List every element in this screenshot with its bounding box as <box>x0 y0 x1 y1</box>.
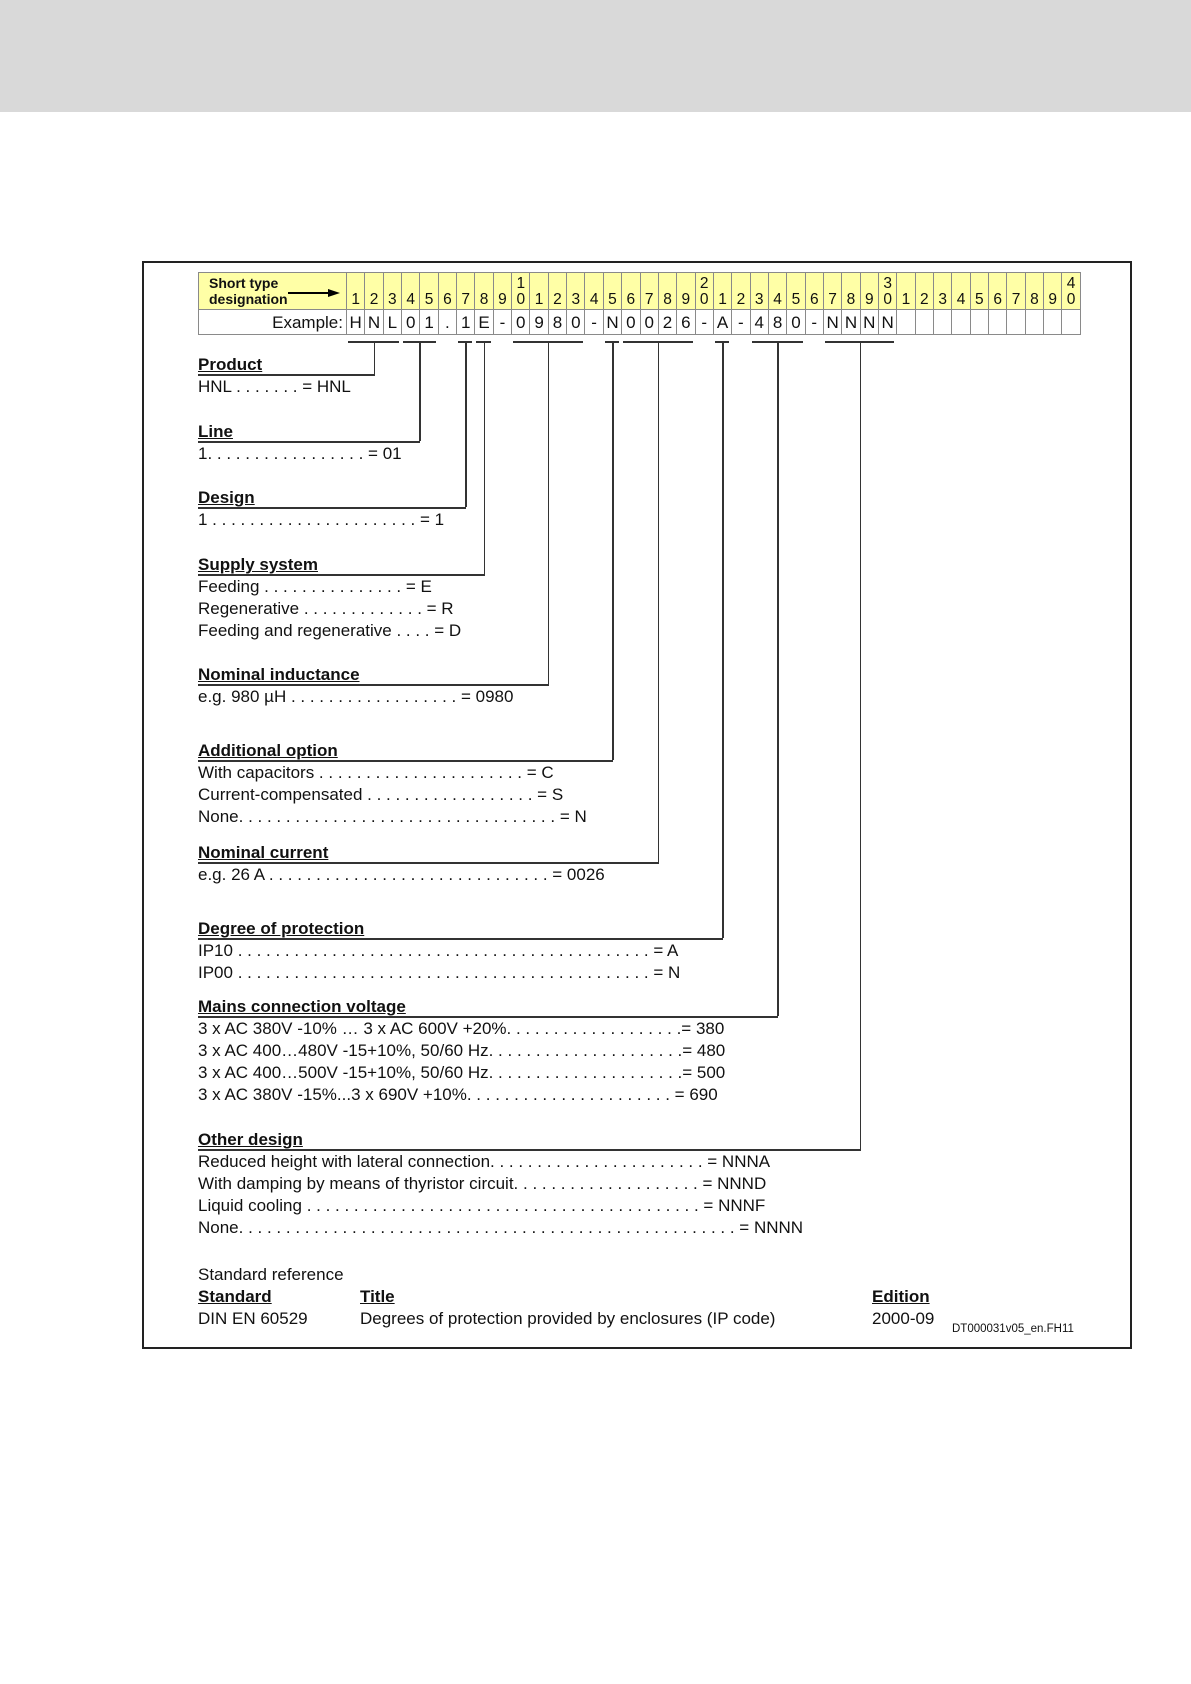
position-tens <box>842 276 859 292</box>
example-char-cell: 1 <box>457 310 475 335</box>
position-tens <box>659 276 676 292</box>
position-tens <box>494 276 511 292</box>
position-cell <box>658 273 676 310</box>
connector-segment <box>722 341 724 938</box>
connector-segment <box>548 341 550 684</box>
position-cell <box>878 273 896 310</box>
section-title: Additional option <box>198 741 338 760</box>
position-units: 2 <box>553 291 562 308</box>
label-line-1: Short type <box>209 275 279 291</box>
position-tens <box>585 276 602 292</box>
position-cell <box>952 273 970 310</box>
position-cell <box>548 273 566 310</box>
example-char-cell <box>989 310 1007 335</box>
position-cell <box>1062 273 1080 310</box>
example-char-cell: N <box>878 310 896 335</box>
section-value-line: Reduced height with lateral connection. . . . . . . . . . . . . . . . . . . . . . . = NNNA <box>198 1152 771 1171</box>
position-tens <box>1044 276 1061 292</box>
section-title: Other design <box>198 1130 303 1149</box>
position-cell <box>934 273 952 310</box>
position-units: 6 <box>993 291 1003 308</box>
position-tens <box>622 276 639 292</box>
example-char-cell <box>934 310 952 335</box>
position-cell <box>493 273 511 310</box>
position-tens <box>916 276 933 292</box>
position-units: 8 <box>663 291 672 308</box>
position-tens: 4 <box>1066 275 1076 292</box>
position-cell <box>768 273 786 310</box>
position-tens <box>641 276 658 292</box>
connector-segment <box>374 341 376 374</box>
position-tens <box>934 276 951 292</box>
position-units: 1 <box>901 291 911 308</box>
connector-segment <box>484 341 486 574</box>
section-value-line: IP10 . . . . . . . . . . . . . . . . . . . . . . . . . . . . . . . . . . . . . . . . . . . . = A <box>198 941 679 960</box>
position-units: 7 <box>1011 291 1021 308</box>
example-char-cell: N <box>842 310 860 335</box>
section-value-line: Feeding . . . . . . . . . . . . . . . = E <box>198 577 432 596</box>
standard-value: DIN EN 60529 <box>198 1309 308 1328</box>
position-tens <box>989 276 1006 292</box>
position-units: 4 <box>406 291 416 308</box>
position-cell <box>860 273 878 310</box>
position-tens <box>384 276 401 292</box>
position-units: 1 <box>534 291 544 308</box>
position-cell <box>713 273 731 310</box>
position-units: 9 <box>1048 291 1058 308</box>
position-cell <box>512 273 530 310</box>
position-tens: 3 <box>883 275 892 292</box>
example-char-cell <box>1062 310 1080 335</box>
position-units: 7 <box>461 291 471 308</box>
position-cell <box>677 273 695 310</box>
example-char-cell <box>915 310 933 335</box>
position-cell <box>383 273 401 310</box>
position-units: 1 <box>351 291 360 308</box>
position-units: 7 <box>828 291 837 308</box>
position-tens <box>897 276 914 292</box>
position-units: 2 <box>369 291 379 308</box>
example-char-cell: 1 <box>420 310 438 335</box>
section-value-line: Liquid cooling . . . . . . . . . . . . . . . . . . . . . . . . . . . . . . . . . . . . . . . . . . = NNNF <box>198 1196 766 1215</box>
title-column-header: Title <box>360 1287 395 1306</box>
example-char-cell <box>1044 310 1062 335</box>
example-char-cell: 8 <box>768 310 786 335</box>
position-tens <box>769 276 786 292</box>
position-tens <box>1026 276 1043 292</box>
example-char-cell: 0 <box>640 310 658 335</box>
position-units: 8 <box>1030 291 1039 308</box>
position-units: 9 <box>681 291 691 308</box>
example-char-cell: 4 <box>750 310 768 335</box>
section-title: Mains connection voltage <box>198 997 406 1016</box>
position-units: 5 <box>975 291 984 308</box>
example-char-cell: 0 <box>402 310 420 335</box>
position-cell <box>585 273 603 310</box>
section-value-line: 3 x AC 380V -10% … 3 x AC 600V +20%. . . . . . . . . . . . . . . . . . .= 380 <box>198 1019 725 1038</box>
example-char-cell: 0 <box>512 310 530 335</box>
position-units: 0 <box>516 291 526 308</box>
example-char-cell: - <box>695 310 713 335</box>
position-cell <box>915 273 933 310</box>
section-title: Line <box>198 422 233 441</box>
position-cell <box>750 273 768 310</box>
position-units: 9 <box>864 291 874 308</box>
position-cell <box>402 273 420 310</box>
section-value-line: None. . . . . . . . . . . . . . . . . . . . . . . . . . . . . . . . . . = N <box>198 807 587 826</box>
section-value-line: 3 x AC 380V -15%...3 x 690V +10%. . . . . . . . . . . . . . . . . . . . . . = 690 <box>198 1085 718 1104</box>
connector-segment <box>658 341 660 862</box>
example-label: Example: <box>199 310 347 335</box>
position-tens <box>420 276 437 292</box>
example-char-cell: 0 <box>567 310 585 335</box>
position-tens <box>365 276 382 292</box>
position-tens <box>567 276 584 292</box>
example-char-cell: 2 <box>658 310 676 335</box>
position-units: 4 <box>589 291 599 308</box>
example-char-cell: N <box>860 310 878 335</box>
position-tens <box>677 276 694 292</box>
section-title: Nominal current <box>198 843 329 862</box>
position-units: 0 <box>883 291 892 308</box>
position-units: 5 <box>424 291 434 308</box>
example-char-cell: H <box>347 310 365 335</box>
example-char-cell: - <box>805 310 823 335</box>
position-units: 8 <box>846 291 856 308</box>
section-title: Design <box>198 488 255 507</box>
position-tens <box>347 276 364 292</box>
example-char-cell <box>1025 310 1043 335</box>
example-char-cell <box>970 310 988 335</box>
example-char-cell: - <box>585 310 603 335</box>
position-units: 5 <box>608 291 617 308</box>
position-tens <box>732 276 749 292</box>
type-code-table <box>198 272 1081 335</box>
position-tens <box>457 276 474 292</box>
position-cell <box>1007 273 1025 310</box>
example-char-cell: 9 <box>530 310 548 335</box>
position-cell <box>622 273 640 310</box>
example-char-cell: 6 <box>677 310 695 335</box>
section-value-line: 3 x AC 400…500V -15+10%, 50/60 Hz. . . . . . . . . . . . . . . . . . . . .= 500 <box>198 1063 726 1082</box>
edition-value: 2000-09 <box>872 1309 935 1328</box>
section-value-line: e.g. 980 µH . . . . . . . . . . . . . . . . . . = 0980 <box>198 687 514 706</box>
label-line-2: designation <box>209 291 288 307</box>
position-tens <box>475 276 492 292</box>
example-char-cell: N <box>823 310 841 335</box>
position-cell <box>823 273 841 310</box>
page-header-band <box>0 0 1191 112</box>
position-cell <box>420 273 438 310</box>
standard-reference-caption: Standard reference <box>198 1265 344 1284</box>
position-units: 4 <box>773 291 782 308</box>
position-units: 2 <box>920 291 929 308</box>
position-cell <box>970 273 988 310</box>
section-value-line: Current-compensated . . . . . . . . . . . . . . . . . . = S <box>198 785 564 804</box>
arrow-right-icon <box>288 289 340 297</box>
edition-column-header: Edition <box>872 1287 930 1306</box>
section-title: Product <box>198 355 263 374</box>
section-title: Degree of protection <box>198 919 365 938</box>
position-units: 6 <box>443 291 452 308</box>
position-tens <box>1007 276 1024 292</box>
connector-segment <box>860 341 862 1149</box>
position-cell <box>897 273 915 310</box>
section-value-line: 3 x AC 400…480V -15+10%, 50/60 Hz. . . . . . . . . . . . . . . . . . . . .= 480 <box>198 1041 726 1060</box>
position-cell <box>347 273 365 310</box>
example-char-cell <box>1007 310 1025 335</box>
section-value-line: With capacitors . . . . . . . . . . . . . . . . . . . . . . = C <box>198 763 554 782</box>
example-char-cell: A <box>713 310 731 335</box>
position-units: 3 <box>571 291 581 308</box>
example-char-cell: N <box>603 310 621 335</box>
position-tens <box>952 276 969 292</box>
position-units: 1 <box>718 291 727 308</box>
position-tens <box>530 276 547 292</box>
position-units: 7 <box>644 291 654 308</box>
position-tens <box>824 276 841 292</box>
example-char-cell <box>897 310 915 335</box>
example-char-cell: 0 <box>622 310 640 335</box>
section-value-line: 1 . . . . . . . . . . . . . . . . . . . . . . = 1 <box>198 510 445 529</box>
position-tens: 1 <box>516 275 526 292</box>
section-value-line: None. . . . . . . . . . . . . . . . . . . . . . . . . . . . . . . . . . . . . . . . . . . . . . . . . . . . . = NNNN <box>198 1218 804 1237</box>
position-cell <box>603 273 621 310</box>
position-tens <box>806 276 823 292</box>
example-char-cell: N <box>365 310 383 335</box>
position-tens <box>787 276 804 292</box>
section-value-line: Regenerative . . . . . . . . . . . . . = R <box>198 599 454 618</box>
position-tens <box>439 276 456 292</box>
position-units: 8 <box>479 291 489 308</box>
position-cell <box>805 273 823 310</box>
position-cell <box>438 273 456 310</box>
section-value-line: Feeding and regenerative . . . . = D <box>198 621 462 640</box>
position-units: 2 <box>736 291 746 308</box>
example-char-cell: L <box>383 310 401 335</box>
position-cell <box>695 273 713 310</box>
position-cell <box>842 273 860 310</box>
position-cell <box>787 273 805 310</box>
position-units: 0 <box>699 291 709 308</box>
position-cell <box>640 273 658 310</box>
example-char-cell: 8 <box>548 310 566 335</box>
section-value-line: With damping by means of thyristor circuit. . . . . . . . . . . . . . . . . . . . = NNND <box>198 1174 767 1193</box>
connector-segment <box>612 341 614 760</box>
position-cell <box>989 273 1007 310</box>
position-cell <box>475 273 493 310</box>
position-tens <box>751 276 768 292</box>
title-value: Degrees of protection provided by enclosures (IP code) <box>360 1309 776 1328</box>
position-units: 9 <box>498 291 507 308</box>
section-title: Supply system <box>198 555 318 574</box>
drawing-id: DT000031v05_en.FH11 <box>952 1323 1074 1335</box>
position-tens <box>402 276 419 292</box>
section-value-line: HNL . . . . . . . = HNL <box>198 377 351 396</box>
position-cell <box>732 273 750 310</box>
connector-segment <box>419 341 421 441</box>
example-char-cell: E <box>475 310 493 335</box>
section-value-line: IP00 . . . . . . . . . . . . . . . . . . . . . . . . . . . . . . . . . . . . . . . . . . . . = N <box>198 963 681 982</box>
position-tens <box>861 276 878 292</box>
position-units: 0 <box>1066 291 1076 308</box>
position-units: 5 <box>791 291 801 308</box>
section-value-line: 1. . . . . . . . . . . . . . . . . = 01 <box>198 444 402 463</box>
connector-segment <box>777 341 779 1016</box>
example-char-cell: 0 <box>787 310 805 335</box>
section-value-line: e.g. 26 A . . . . . . . . . . . . . . . . . . . . . . . . . . . . . . = 0026 <box>198 865 605 884</box>
position-units: 3 <box>938 291 947 308</box>
position-units: 6 <box>809 291 819 308</box>
short-type-designation-label <box>199 273 347 310</box>
example-char-cell: - <box>493 310 511 335</box>
standard-column-header: Standard <box>198 1287 272 1306</box>
position-tens <box>604 276 621 292</box>
example-char-cell <box>952 310 970 335</box>
position-cell <box>567 273 585 310</box>
section-title: Nominal inductance <box>198 665 360 684</box>
position-cell <box>365 273 383 310</box>
position-tens <box>971 276 988 292</box>
position-units: 3 <box>754 291 764 308</box>
position-tens: 2 <box>699 275 709 292</box>
position-cell <box>1044 273 1062 310</box>
position-cell <box>457 273 475 310</box>
position-tens <box>549 276 566 292</box>
position-units: 6 <box>626 291 636 308</box>
position-cell <box>1025 273 1043 310</box>
example-char-cell: - <box>732 310 750 335</box>
connector-segment <box>465 341 467 507</box>
example-char-cell: . <box>438 310 456 335</box>
position-units: 3 <box>388 291 397 308</box>
position-cell <box>530 273 548 310</box>
position-units: 4 <box>956 291 966 308</box>
position-tens <box>714 276 731 292</box>
